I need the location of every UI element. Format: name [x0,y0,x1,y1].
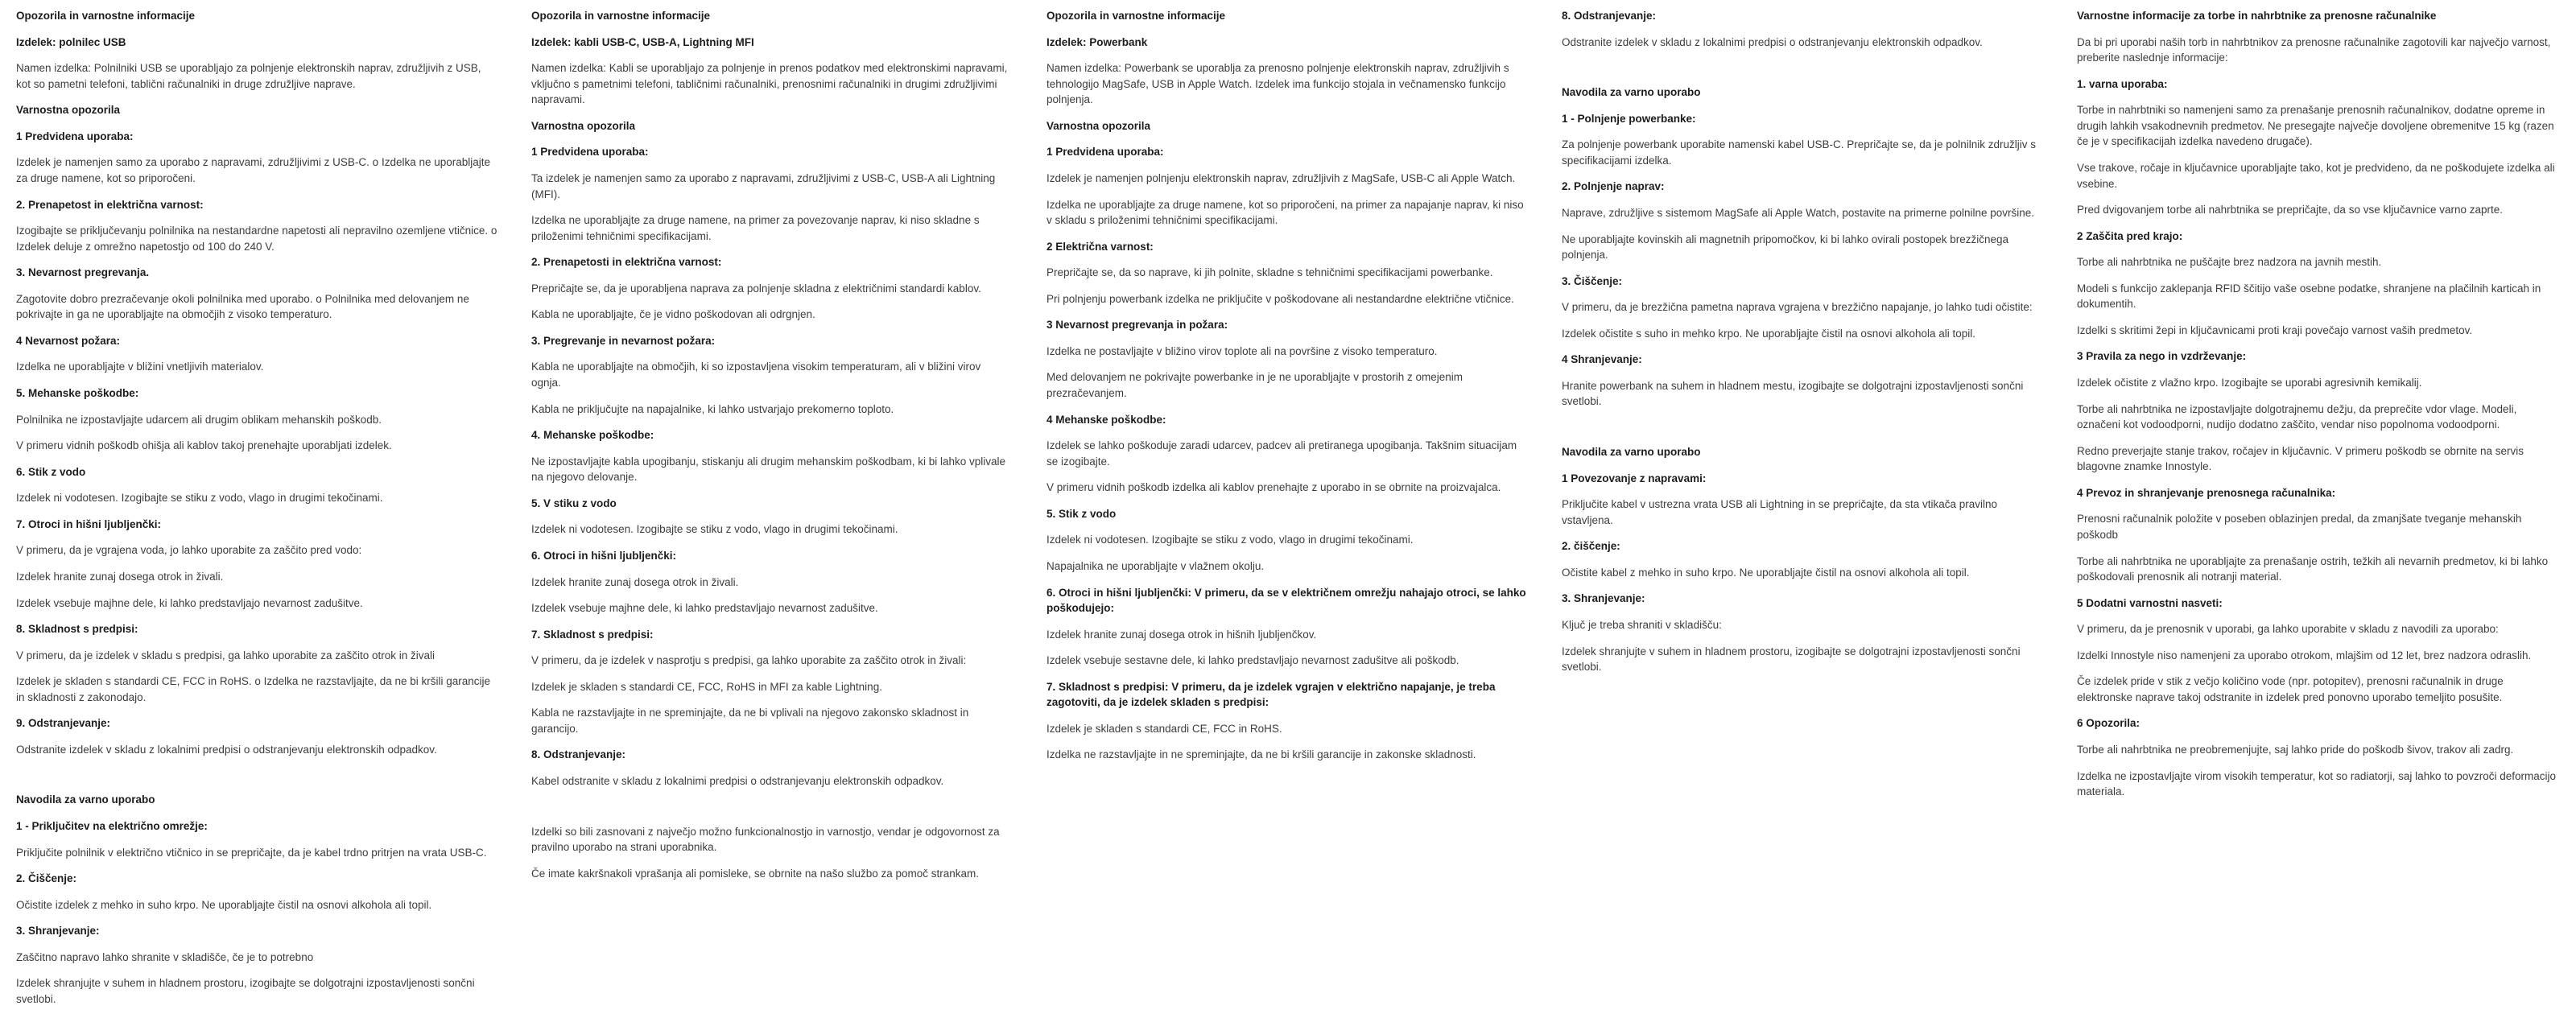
body-paragraph: V primeru, da je izdelek v skladu s predpisi, ga lahko uporabite za zaščito otrok in živali [16,649,436,661]
section-heading: 4 Mehanske poškodbe: [1046,413,1166,426]
section-heading: Varnostna opozorila [16,104,121,117]
section-heading: 2. Prenapetosti in električna varnost: [531,256,722,269]
section-heading: 2 Zaščita pred krajo: [2077,229,2183,242]
body-paragraph: Izdelek ni vodotesen. Izogibajte se stiku z vodo, vlago in drugimi tekočinami. [1046,534,1414,546]
body-paragraph: Izdelek hranite zunaj dosega otrok in živali. [16,570,224,583]
section-heading: Navodila za varno uporabo [1562,446,1701,458]
body-paragraph: Izdelek je namenjen samo za uporabo z napravami, združljivimi z USB-C. o Izdelka ne uporabljajte za druge namene, kot so priporočeni. [16,156,491,184]
body-paragraph: Vse trakove, ročaje in ključavnice uporabljajte tako, kot je predvideno, da ne poškodujete izdelka ali vsebine. [2077,161,2555,190]
section-heading: 4 Shranjevanje: [1562,353,1642,366]
body-paragraph: Ne uporabljajte kovinskih ali magnetnih pripomočkov, ki bi lahko ovirali postopek brezžičnega polnjenja. [1562,233,2009,262]
body-paragraph: Izdelka ne postavljajte v bližino virov toplote ali na površine z visoko temperaturo. [1046,344,1438,357]
body-paragraph: V primeru, da je vgrajena voda, jo lahko uporabite za zaščito pred vodo: [16,544,362,557]
section-heading: 6. Otroci in hišni ljubljenčki: [531,549,677,562]
body-paragraph: Kabla ne uporabljajte na območjih, ki so izpostavljena visokim temperaturam, ali v bližini virov ognja. [531,361,981,389]
section-gap [531,800,1013,824]
body-paragraph: Izdelek je namenjen polnjenju elektronskih naprav, združljivih z MagSafe, USB-C ali Apple Watch. [1046,171,1516,184]
section-heading: 1 Predvidena uporaba: [16,130,134,142]
body-paragraph: Izdelek vsebuje sestavne dele, ki lahko predstavljajo nevarnost zadušitve ali poškodb. [1046,654,1459,667]
section-heading: Navodila za varno uporabo [16,793,155,806]
section-heading: 8. Skladnost s predpisi: [16,623,138,636]
body-paragraph: Izdelek shranjujte v suhem in hladnem prostoru, izogibajte se dolgotrajni izpostavljenosti sončni svetlobi. [1562,645,2021,674]
body-paragraph: Torbe ali nahrbtnika ne puščajte brez nadzora na javnih mestih. [2077,256,2382,269]
section-heading: 3 Pravila za nego in vzdrževanje: [2077,350,2247,363]
section-heading: 8. Odstranjevanje: [531,748,626,761]
section-heading: 7. Skladnost s predpisi: V primeru, da je izdelek vgrajen v električno napajanje, je treba zagotoviti, da je izdelek skladen s predpisi: [1046,680,1496,709]
section-heading: 1 Predvidena uporaba: [1046,146,1164,159]
section-heading: 2. Polnjenje naprav: [1562,180,1665,193]
section-heading: 1 Predvidena uporaba: [531,146,649,159]
section-heading: Navodila za varno uporabo [1562,86,1701,99]
section-heading: 2. čiščenje: [1562,540,1620,553]
section-heading: Varnostna opozorila [1046,119,1151,132]
section-heading: 9. Odstranjevanje: [16,717,111,730]
section-heading: 1 Povezovanje z napravami: [1562,472,1707,484]
column-usb-charger-warnings [16,8,497,1018]
body-paragraph: Očistite izdelek z mehko in suho krpo. Ne uporabljajte čistil na osnovi alkohola ali topil. [16,898,432,911]
section-heading: 6. Otroci in hišni ljubljenčki: V primeru, da se v električnem omrežju nahajajo otroci, se lahko poškodujejo: [1046,586,1526,615]
section-heading: Izdelek: Powerbank [1046,35,1148,48]
section-heading: 1 - Polnjenje powerbanke: [1562,112,1696,125]
section-heading: 1. varna uporaba: [2077,77,2168,90]
body-paragraph: Izdelek je skladen s standardi CE, FCC in RoHS. [1046,722,1282,735]
section-heading: 4 Nevarnost požara: [16,334,121,347]
section-heading: Opozorila in varnostne informacije [1046,10,1226,22]
body-paragraph: Priključite kabel v ustrezna vrata USB ali Lightning in se prepričajte, da sta vtikača pravilno vstavljena. [1562,498,1998,526]
body-paragraph: Odstranite izdelek v skladu z lokalnimi predpisi o odstranjevanju elektronskih odpadkov. [16,743,437,756]
section-heading: 4. Mehanske poškodbe: [531,429,654,442]
body-paragraph: Namen izdelka: Powerbank se uporablja za prenosno polnjenje elektronskih naprav, združljivih s tehnologijo MagSafe, USB in Apple Watch. Izdelek ima funkcijo stojala in večnamensko funkcijo polnjenja. [1046,62,1509,106]
body-paragraph: Pred dvigovanjem torbe ali nahrbtnika se prepričajte, da so vse ključavnice varno zaprte. [2077,204,2504,216]
body-paragraph: Napajalnika ne uporabljajte v vlažnem okolju. [1046,559,1265,572]
section-gap [16,768,497,792]
body-paragraph: Izdelka ne izpostavljajte virom visokih temperatur, kot so radiatorji, saj lahko to povzroči deformacijo materiala. [2077,769,2557,798]
section-heading: 4 Prevoz in shranjevanje prenosnega računalnika: [2077,486,2336,499]
section-heading: 6 Opozorila: [2077,717,2140,730]
section-heading: Varnostna opozorila [531,119,636,132]
body-paragraph: Da bi pri uporabi naših torb in nahrbtnikov za prenosne računalnike zagotovili kar največjo varnost, preberite naslednje informacije: [2077,35,2551,64]
body-paragraph: V primeru, da je brezžična pametna naprava vgrajena v brezžično napajanje, jo lahko tudi očistite: [1562,301,2033,314]
section-heading: 8. Odstranjevanje: [1562,10,1657,22]
body-paragraph: Izdelka ne uporabljajte v bližini vnetljivih materialov. [16,361,264,373]
body-paragraph: Izdelka ne uporabljajte za druge namene, na primer za povezovanje naprav, ki niso skladne s priloženimi tehničnimi specifikacijami. [531,214,980,242]
body-paragraph: Zaščitno napravo lahko shranite v skladišče, če je to potrebno [16,950,314,963]
section-heading: 7. Otroci in hišni ljubljenčki: [16,517,162,530]
body-paragraph: Pri polnjenju powerbank izdelka ne priključite v poškodovane ali nestandardne električne vtičnice. [1046,292,1514,305]
body-paragraph: Torbe ali nahrbtnika ne preobremenjujte, saj lahko pride do poškodb šivov, trakov ali zadrg. [2077,744,2514,756]
body-paragraph: Naprave, združljive s sistemom MagSafe ali Apple Watch, postavite na primerne polnilne površine. [1562,206,2035,219]
section-heading: 3. Pregrevanje in nevarnost požara: [531,334,716,347]
body-paragraph: V primeru vidnih poškodb izdelka ali kablov prenehajte z uporabo in se obrnite na proizvajalca. [1046,481,1501,494]
body-paragraph: Če izdelek pride v stik z večjo količino vode (npr. potopitev), prenosni računalnik in druge elektronske naprave takoj odstranite in izdelek pred ponovno uporabo temeljito posušite. [2077,675,2504,703]
body-paragraph: Ključ je treba shraniti v skladišču: [1562,618,1722,631]
body-paragraph: Izdelek se lahko poškoduje zaradi udarcev, padcev ali pretiranega upogibanja. Takšnim situacijam se izogibajte. [1046,439,1517,468]
body-paragraph: Izdelki so bili zasnovani z največjo možno funkcionalnostjo in varnostjo, vendar je odgovornost za pravilno uporabo na strani uporabnika. [531,825,1000,854]
body-paragraph: Zagotovite dobro prezračevanje okoli polnilnika med uporabo. o Polnilnika med delovanjem ne pokrivajte in ga ne uporabljajte na območjih z visoko temperaturo. [16,292,469,321]
body-paragraph: Kabla ne priključujte na napajalnike, ki lahko ustvarjajo prekomerno toploto. [531,402,894,415]
section-heading: 3. Shranjevanje: [1562,592,1645,605]
body-paragraph: Kabla ne razstavljajte in ne spreminjajte, da ne bi vplivali na njegovo zakonsko skladnost in garancijo. [531,707,969,735]
section-heading: 2. Prenapetost in električna varnost: [16,198,204,211]
section-heading: 6. Stik z vodo [16,465,86,478]
body-paragraph: Prepričajte se, da je uporabljena naprava za polnjenje skladna z električnimi standardi kablov. [531,282,981,295]
body-paragraph: Kabla ne uporabljajte, če je vidno poškodovan ali odrgnjen. [531,308,815,321]
body-paragraph: Izdelek ni vodotesen. Izogibajte se stiku z vodo, vlago in drugimi tekočinami. [531,523,898,536]
column-powerbank-warnings [1046,8,1528,773]
body-paragraph: Izdelek hranite zunaj dosega otrok in živali. [531,575,739,588]
section-heading: 3 Nevarnost pregrevanja in požara: [1046,319,1228,332]
body-paragraph: V primeru, da je izdelek v nasprotju s predpisi, ga lahko uporabite za zaščito otrok in živali: [531,654,967,667]
body-paragraph: Izdelek je skladen s standardi CE, FCC in RoHS. o Izdelka ne razstavljajte, da ne bi kršili garancije in skladnosti z zakonodajo. [16,675,491,703]
section-heading: Opozorila in varnostne informacije [16,10,196,22]
column-powerbank-and-cable-usage [1562,8,2043,686]
column-laptop-bags-safety [2077,8,2558,810]
body-paragraph: Ta izdelek je namenjen samo za uporabo z napravami, združljivimi z USB-C, USB-A ali Lightning (MFI). [531,171,996,200]
body-paragraph: Prepričajte se, da so naprave, ki jih polnite, skladne s tehničnimi specifikacijami powerbanke. [1046,266,1493,279]
body-paragraph: Izdelek ni vodotesen. Izogibajte se stiku z vodo, vlago in drugimi tekočinami. [16,492,383,505]
body-paragraph: Izdelek vsebuje majhne dele, ki lahko predstavljajo nevarnost zadušitve. [531,602,878,615]
body-paragraph: Izdelek je skladen s standardi CE, FCC, RoHS in MFI za kable Lightning. [531,680,882,693]
body-paragraph: Izdelka ne razstavljajte in ne spreminjajte, da ne bi kršili garancije in zakonske skladnosti. [1046,748,1476,761]
body-paragraph: Če imate kakršnakoli vprašanja ali pomisleke, se obrnite na našo službo za pomoč strankam. [531,867,980,880]
body-paragraph: V primeru vidnih poškodb ohišja ali kablov takoj prenehajte uporabljati izdelek. [16,439,392,452]
body-paragraph: Torbe in nahrbtniki so namenjeni samo za prenašanje prenosnih računalnikov, dodatne opreme in drugih lahkih vsakodnevnih predmetov. Ne presegajte največje dovoljene obremenitve 15 kg (razen če je v specifikacijah izdelka navedeno drugače). [2077,104,2554,148]
body-paragraph: Med delovanjem ne pokrivajte powerbanke in je ne uporabljajte v prostorih z omejenim prezračevanjem. [1046,371,1463,399]
section-heading: 3. Shranjevanje: [16,925,100,938]
body-paragraph: Priključite polnilnik v električno vtičnico in se prepričajte, da je kabel trdno pritrjen na vrata USB-C. [16,846,487,859]
body-paragraph: Torbe ali nahrbtnika ne uporabljajte za prenašanje ostrih, težkih ali nevarnih predmetov, ki bi lahko poškodovali prenosnik ali notranji material. [2077,554,2549,583]
section-heading: Izdelek: kabli USB-C, USB-A, Lightning MFI [531,35,754,48]
body-paragraph: Izdelek hranite zunaj dosega otrok in hišnih ljubljenčkov. [1046,628,1317,641]
body-paragraph: Očistite kabel z mehko in suho krpo. Ne uporabljajte čistil na osnovi alkohola ali topil. [1562,566,1970,579]
section-heading: 1 - Priključitev na električno omrežje: [16,820,208,832]
body-paragraph: Hranite powerbank na suhem in hladnem mestu, izogibajte se dolgotrajni izpostavljenosti sončni svetlobi. [1562,379,2024,408]
body-paragraph: Izdelki Innostyle niso namenjeni za uporabo otrokom, mlajšim od 12 let, brez nadzora odraslih. [2077,649,2532,661]
body-paragraph: Izdelek očistite z vlažno krpo. Izogibajte se uporabi agresivnih kemikalij. [2077,377,2422,389]
body-paragraph: Torbe ali nahrbtnika ne izpostavljajte dolgotrajnemu dežju, da preprečite vdor vlage. Modeli, označeni kot vodoodporni, nudijo dodatno zaščito, vendar niso popolnoma vodoodporni. [2077,402,2517,431]
section-heading: Opozorila in varnostne informacije [531,10,711,22]
section-heading: 2 Električna varnost: [1046,240,1154,253]
body-paragraph: Izdelek očistite s suho in mehko krpo. Ne uporabljajte čistil na osnovi alkohola ali topil. [1562,327,1976,340]
section-gap [1562,60,2043,84]
body-paragraph: Odstranite izdelek v skladu z lokalnimi predpisi o odstranjevanju elektronskih odpadkov. [1562,35,1983,48]
body-paragraph: Izdelki s skritimi žepi in ključavnicami proti kraji povečajo varnost vaših predmetov. [2077,324,2473,336]
body-paragraph: Kabel odstranite v skladu z lokalnimi predpisi o odstranjevanju elektronskih odpadkov. [531,775,944,787]
section-heading: 3. Čiščenje: [1562,274,1623,287]
body-paragraph: Izdelek shranjujte v suhem in hladnem prostoru, izogibajte se dolgotrajni izpostavljenosti sončni svetlobi. [16,977,475,1005]
section-heading: Varnostne informacije za torbe in nahrbtnike za prenosne računalnike [2077,10,2437,22]
section-gap [1562,420,2043,444]
section-heading: Izdelek: polnilec USB [16,35,126,48]
body-paragraph: V primeru, da je prenosnik v uporabi, ga lahko uporabite v skladu z navodili za uporabo: [2077,623,2499,636]
section-heading: 5. V stiku z vodo [531,497,617,509]
section-heading: 3. Nevarnost pregrevanja. [16,266,150,279]
body-paragraph: Modeli s funkcijo zaklepanja RFID ščitijo vaše osebne podatke, shranjene na plačilnih karticah in dokumentih. [2077,282,2541,311]
section-heading: 5 Dodatni varnostni nasveti: [2077,596,2223,609]
section-heading: 5. Stik z vodo [1046,507,1117,520]
section-heading: 7. Skladnost s predpisi: [531,628,654,641]
column-cables-warnings [531,8,1013,892]
body-paragraph: Redno preverjajte stanje trakov, ročajev in ključavnic. V primeru poškodb se obrnite na servis blagovne znamke Innostyle. [2077,444,2524,473]
body-paragraph: Izogibajte se priključevanju polnilnika na nestandardne napetosti ali nepravilno ozemljene vtičnice. o Izdelek deluje z omrežno napetostjo od 100 do 240 V. [16,225,497,253]
section-heading: 2. Čiščenje: [16,872,77,885]
body-paragraph: Za polnjenje powerbank uporabite namenski kabel USB-C. Prepričajte se, da je polnilnik združljiv s specifikacijami izdelka. [1562,138,2037,167]
body-paragraph: Namen izdelka: Polnilniki USB se uporabljajo za polnjenje elektronskih naprav, združljivih z USB, kot so pametni telefoni, tablični računalniki in druge združljive naprave. [16,62,481,90]
body-paragraph: Polnilnika ne izpostavljajte udarcem ali drugim oblikam mehanskih poškodb. [16,413,382,426]
body-paragraph: Izdelek vsebuje majhne dele, ki lahko predstavljajo nevarnost zadušitve. [16,596,363,609]
section-heading: 5. Mehanske poškodbe: [16,387,139,399]
body-paragraph: Prenosni računalnik položite v poseben oblazinjen predal, da zmanjšate tveganje mehanskih poškodb [2077,513,2522,541]
body-paragraph: Namen izdelka: Kabli se uporabljajo za polnjenje in prenos podatkov med elektronskimi napravami, vključno s pametnimi telefoni, tabličnimi računalniki, prenosnimi računalniki in drugimi združljivimi napravami. [531,62,1008,106]
body-paragraph: Ne izpostavljajte kabla upogibanju, stiskanju ali drugim mehanskim poškodbam, ki bi lahko vplivale na njegovo delovanje. [531,455,1006,484]
body-paragraph: Izdelka ne uporabljajte za druge namene, kot so priporočeni, na primer za napajanje naprav, ki niso v skladu s priloženimi tehničnimi specifikacijami. [1046,198,1524,227]
